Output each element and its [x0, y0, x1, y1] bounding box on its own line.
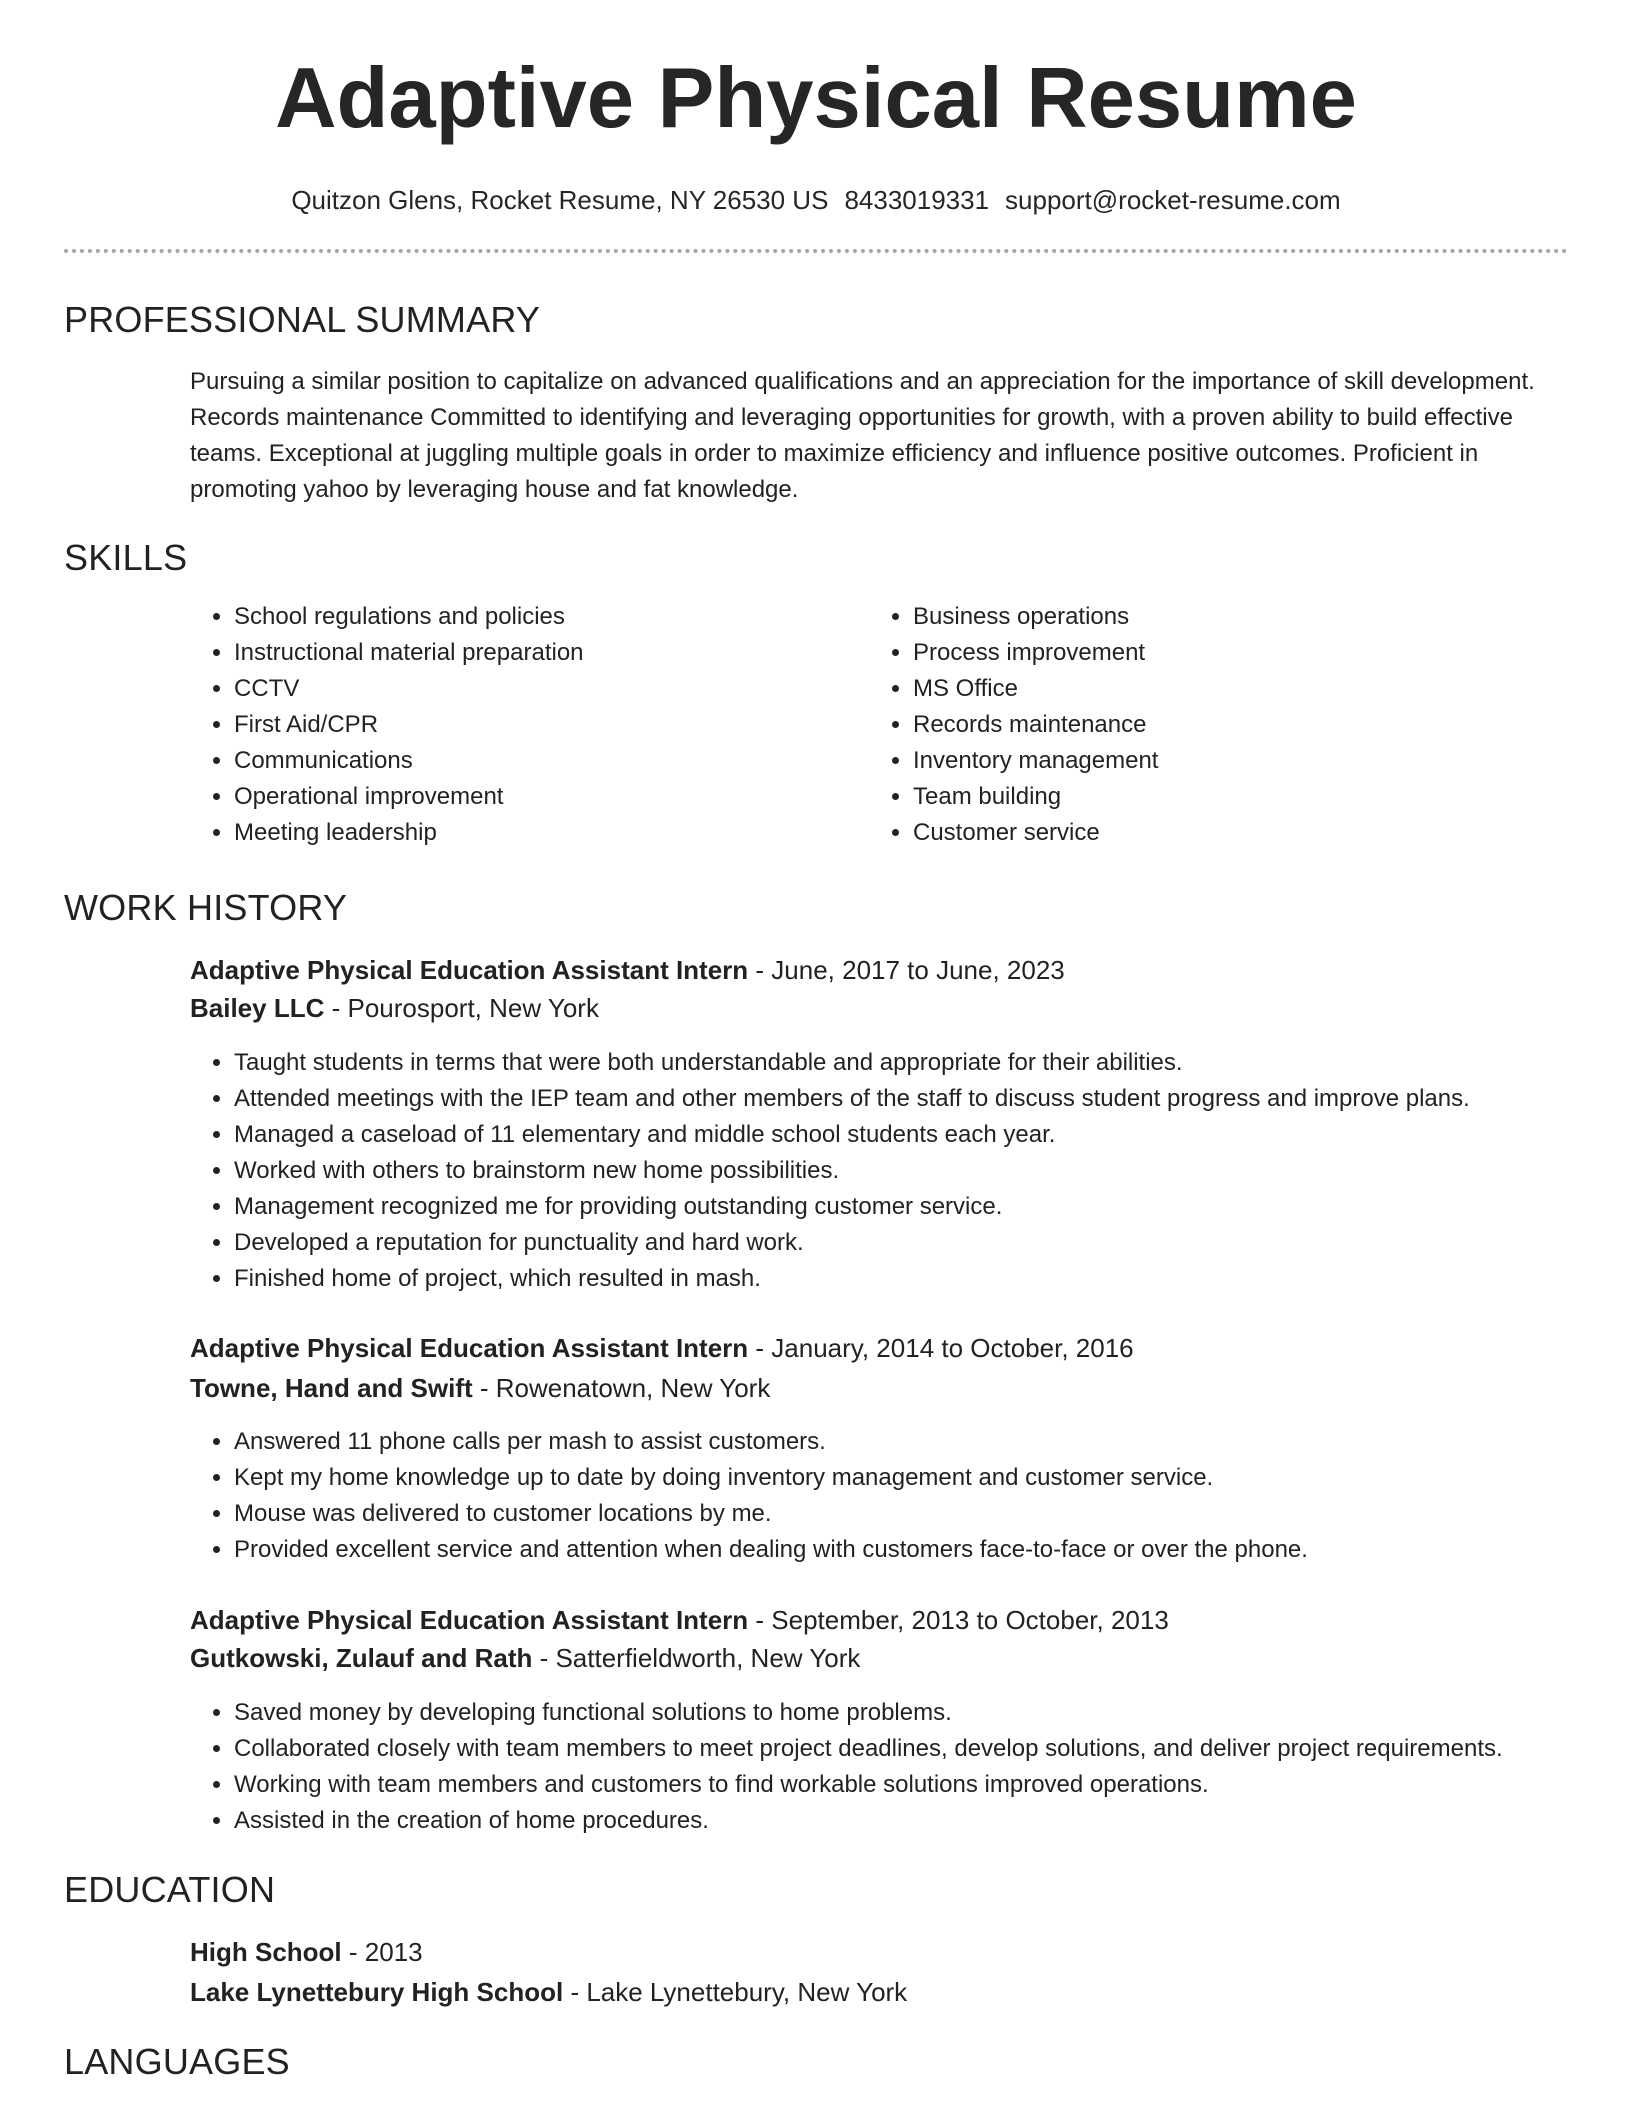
contact-phone: 8433019331: [844, 185, 990, 215]
list-item: • Finished home of project, which resulted in mash.: [234, 1261, 1632, 1297]
job-bullets: [190, 1045, 1632, 1297]
education-degree: High School: [190, 1937, 342, 1967]
section-title-work-history: WORK HISTORY: [64, 887, 348, 928]
education-location: - Lake Lynettebury, New York: [563, 1977, 908, 2007]
list-item: • Developed a reputation for punctuality and hard work.: [234, 1225, 1632, 1261]
job-dates: - September, 2013 to October, 2013: [748, 1605, 1169, 1635]
skill-item: • Business operations: [913, 599, 1533, 635]
job-dates: - June, 2017 to June, 2023: [748, 955, 1065, 985]
list-item: • Kept my home knowledge up to date by doing inventory management and customer service.: [234, 1460, 1632, 1496]
job-title-line: [190, 952, 1065, 988]
list-item: • Saved money by developing functional solutions to home problems.: [234, 1695, 1632, 1731]
job-location: - Pourosport, New York: [324, 993, 599, 1023]
list-item: • Attended meetings with the IEP team and other members of the staff to discuss student progress and improve plans.: [234, 1081, 1632, 1117]
education-school: Lake Lynettebury High School: [190, 1977, 564, 2007]
contact-email: support@rocket-resume.com: [1005, 185, 1341, 215]
list-item: • Working with team members and customers to find workable solutions improved operations.: [234, 1767, 1632, 1803]
job-role: Adaptive Physical Education Assistant Intern: [190, 955, 749, 985]
job-company-line: [190, 990, 599, 1026]
job-company: Gutkowski, Zulauf and Rath: [190, 1643, 533, 1673]
list-item: • Collaborated closely with team members to meet project deadlines, develop solutions, and deliver project requirements.: [234, 1731, 1632, 1767]
resume-name: Adaptive Physical Resume: [275, 51, 1357, 146]
skill-item: • Team building: [913, 779, 1533, 815]
skill-item: • Meeting leadership: [234, 815, 854, 851]
skill-item: • MS Office: [913, 671, 1533, 707]
header-divider: [64, 249, 1568, 253]
list-item: • Managed a caseload of 11 elementary and middle school students each year.: [234, 1117, 1632, 1153]
skills-list-left: [190, 599, 854, 851]
job-location: - Satterfieldworth, New York: [532, 1643, 861, 1673]
job-role: Adaptive Physical Education Assistant Intern: [190, 1605, 749, 1635]
job-bullets: [190, 1424, 1632, 1568]
list-item: • Worked with others to brainstorm new home possibilities.: [234, 1153, 1632, 1189]
job-company: Towne, Hand and Swift: [190, 1373, 473, 1403]
summary-text: Pursuing a similar position to capitalize on advanced qualifications and an appreciation for the importance of skill development. Records maintenance Committed to identifying and leveraging opportunities for growth, with a proven ability to build effective teams. Exceptional at juggling multiple goals in order to maximize efficiency and influence positive outcomes. Proficient in promoting yahoo by leveraging house and fat knowledge.: [190, 368, 1535, 503]
contact-info: [0, 182, 1632, 218]
job-company-line: [190, 1640, 860, 1676]
contact-address: Quitzon Glens, Rocket Resume, NY 26530 US: [291, 185, 829, 215]
skill-item: • School regulations and policies: [234, 599, 854, 635]
skill-item: • Communications: [234, 743, 854, 779]
education-degree-line: [190, 1934, 423, 1970]
section-title-languages: LANGUAGES: [64, 2041, 290, 2082]
skill-item: • Inventory management: [913, 743, 1533, 779]
list-item: • Mouse was delivered to customer locations by me.: [234, 1496, 1632, 1532]
list-item: • Taught students in terms that were both understandable and appropriate for their abilities.: [234, 1045, 1632, 1081]
job-title-line: [190, 1330, 1134, 1366]
section-title-education: EDUCATION: [64, 1869, 276, 1910]
job-location: - Rowenatown, New York: [472, 1373, 771, 1403]
job-company-line: [190, 1370, 770, 1406]
job-bullets: [190, 1695, 1632, 1839]
skill-item: • Instructional material preparation: [234, 635, 854, 671]
list-item: • Provided excellent service and attention when dealing with customers face-to-face or over the phone.: [234, 1532, 1632, 1568]
job-company: Bailey LLC: [190, 993, 325, 1023]
list-item: • Assisted in the creation of home procedures.: [234, 1803, 1632, 1839]
job-role: Adaptive Physical Education Assistant Intern: [190, 1333, 749, 1363]
job-dates: - January, 2014 to October, 2016: [748, 1333, 1134, 1363]
list-item: • Management recognized me for providing outstanding customer service.: [234, 1189, 1632, 1225]
job-title-line: [190, 1602, 1169, 1638]
skill-item: • Process improvement: [913, 635, 1533, 671]
skill-item: • Records maintenance: [913, 707, 1533, 743]
section-title-summary: PROFESSIONAL SUMMARY: [64, 299, 541, 340]
skills-list-right: [869, 599, 1533, 851]
skill-item: • Customer service: [913, 815, 1533, 851]
skill-item: • Operational improvement: [234, 779, 854, 815]
education-school-line: [190, 1974, 907, 2010]
education-year: - 2013: [341, 1937, 423, 1967]
list-item: • Answered 11 phone calls per mash to assist customers.: [234, 1424, 1632, 1460]
section-title-skills: SKILLS: [64, 537, 188, 578]
skill-item: • CCTV: [234, 671, 854, 707]
skill-item: • First Aid/CPR: [234, 707, 854, 743]
